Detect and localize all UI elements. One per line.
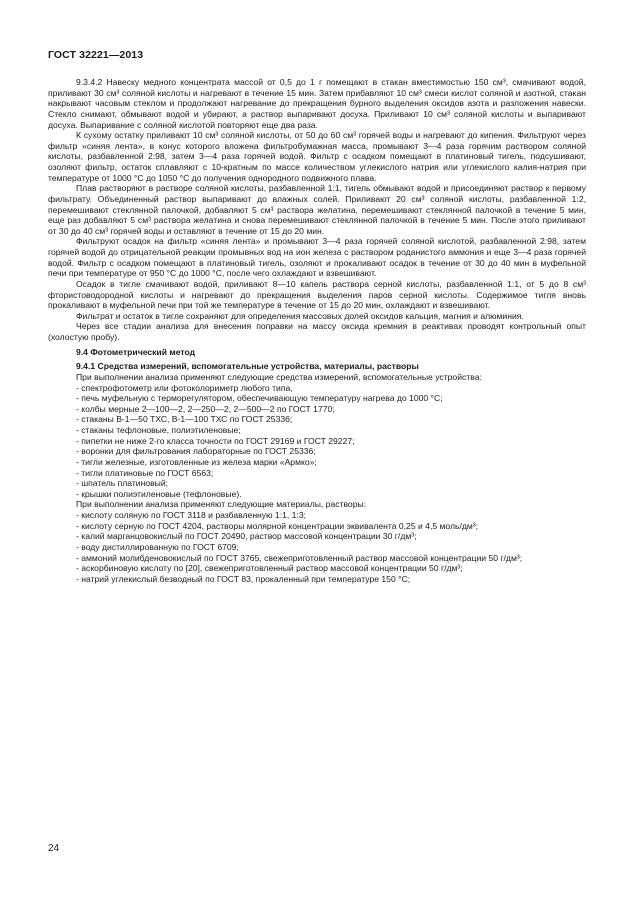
list-item: - аммоний молибденовокислый по ГОСТ 3765, свежеприготовленный раствор массовой концентрации 50 г/дм³; — [76, 552, 523, 563]
list-item: - кислоту серную по ГОСТ 4204, растворы молярной концентрации эквивалента 0,25 и 4,5 моль/дм³; — [76, 520, 479, 531]
paragraph: К сухому остатку приливают 10 см³ соляной кислоты, от 50 до 60 см³ горячей воды и нагревают до кипения. Фильтруют через фильтр «синяя лента», в конус которого вложена фильтробумажная масса, промывают 3—4 раза горячим раствором соляной кислоты, разбавленной 2:98, затем 3—4 раза горячей водой. Фильтр с осадком помещают в платиновый тигель, подсушивают, озоляют фильтр, остаток сплавляют с 10-кратным по массе количеством углекислого натрия или углекислого калия-натрия при температуре от 1000 °C до 1050 °C до получения однородного подвижного плава. — [48, 130, 586, 183]
page-body — [48, 77, 586, 584]
list-item: - спектрофотометр или фотоколориметр любого типа, — [76, 382, 293, 393]
list-item: - воду дистиллированную по ГОСТ 6709; — [76, 541, 239, 552]
list-item: - печь муфельную с терморегулятором, обеспечивающую температуру нагрева до 1000 °C; — [76, 393, 443, 404]
list-item: - аскорбиновую кислоту по [20], свежеприготовленный раствор массовой концентрации 50 г/дм³; — [76, 563, 463, 574]
list-item: - стаканы тефлоновые, полиэтиленовые; — [76, 425, 241, 435]
list-item: - тигли платиновые по ГОСТ 6563; — [76, 467, 214, 478]
list-item: - стаканы В-1—50 ТХС, В-1—100 ТХС по ГОСТ 25336; — [76, 414, 293, 425]
list-item: - натрий углекислый безводный по ГОСТ 83, прокаленный при температуре 150 °C; — [76, 573, 411, 584]
subsection-heading: 9.4.1 Средства измерений, вспомогательные устройства, материалы, растворы — [76, 361, 419, 372]
list-item: - пипетки не ниже 2-го класса точности по ГОСТ 29169 и ГОСТ 29227; — [76, 435, 355, 446]
paragraph: 9.3.4.2 Навеску медного концентрата массой от 0,5 до 1 г помещают в стакан вместимостью 150 см³, смачивают водой, приливают 30 см³ соляной кислоты и нагревают в течение 15 мин. Затем прибавляют 10 см³ смеси кислот соляной и азотной, стакан накрывают часовым стеклом и продолжают нагревание до прекращения бурного выделения оксидов азота и разложения навески. Стекло снимают, обмывают водой и убирают, а раствор выпаривают досуха. Приливают 10 см³ соляной кислоты и выпаривают досуха. Выпаривание с соляной кислотой повторяют еще два раза. — [48, 77, 586, 130]
paragraph: Через все стадии анализа для внесения поправки на массу оксида кремния в реактивах проводят контрольный опыт (холостую пробу). — [48, 321, 586, 342]
list-intro: При выполнении анализа применяют следующие средства измерений, вспомогательные устройства: — [76, 371, 482, 382]
document-header: ГОСТ 32221—2013 — [48, 49, 144, 61]
list-item: - шпатель платиновый; — [76, 478, 169, 489]
list-item: - тигли железные, изготовленные из железа марки «Армко»; — [76, 456, 317, 467]
list-item: - колбы мерные 2—100—2, 2—250—2, 2—500—2 по ГОСТ 1770; — [76, 403, 335, 414]
paragraph: Фильтруют осадок на фильтр «синяя лента» и промывают 3—4 раза горячей соляной кислотой, разбавленной 2:98, затем горячей водой до отрицательной реакции промывных вод на ион железа с раствором роданистого аммония и еще 3—4 раза горячей водой. Фильтр с осадком помещают в платиновый тигель, озоляют и прокаливают осадок в течение от 30 до 40 мин в муфельной печи при температуре от 950 °C до 1000 °C, после чего охлаждают и взвешивают. — [48, 236, 586, 279]
list-intro: При выполнении анализа применяют следующие материалы, растворы: — [76, 499, 367, 510]
page-number: 24 — [48, 843, 60, 854]
list-item: - воронки для фильтрования лабораторные по ГОСТ 25336; — [76, 446, 316, 457]
list-item: - кислоту соляную по ГОСТ 3118 и разбавленную 1:1, 1:3; — [76, 510, 306, 520]
paragraph: Плав растворяют в растворе соляной кислоты, разбавленной 1:1, тигель обмывают водой и присоединяют раствор к первому фильтрату. Объединенный раствор выпаривают до влажных солей. Приливают 20 см³ соляной кислоты, разбавленной 1:2, перемешивают стеклянной палочкой, добавляют 5 см³ раствора желатина, перемешивают стеклянной палочкой в течение 5 мин, еще раз добавляют 5 см³ раствора желатина и снова перемешивают стеклянной палочкой в течение 5 мин. После этого приливают от 30 до 40 см³ горячей воды и оставляют в течение от 15 до 20 мин. — [48, 183, 586, 236]
paragraph: Осадок в тигле смачивают водой, приливают 8—10 капель раствора серной кислоты, разбавленной 1:1, от 5 до 8 см³ фтористоводородной кислоты и нагревают до прекращения выделения паров серной кислоты. Содержимое тигля вновь прокаливают в муфельной печи при той же температуре в течение от 15 до 20 мин, охлаждают и взвешивают. — [48, 278, 586, 311]
list-item: - калий марганцовокислый по ГОСТ 20490, раствор массовой концентрации 30 г/дм³; — [76, 531, 417, 542]
list-item: - крышки полиэтиленовые (тефлоновые). — [76, 488, 242, 499]
section-heading: 9.4 Фотометрический метод — [76, 346, 196, 357]
paragraph: Фильтрат и остаток в тигле сохраняют для определения массовых долей оксидов кальция, магния и алюминия. — [76, 310, 524, 321]
